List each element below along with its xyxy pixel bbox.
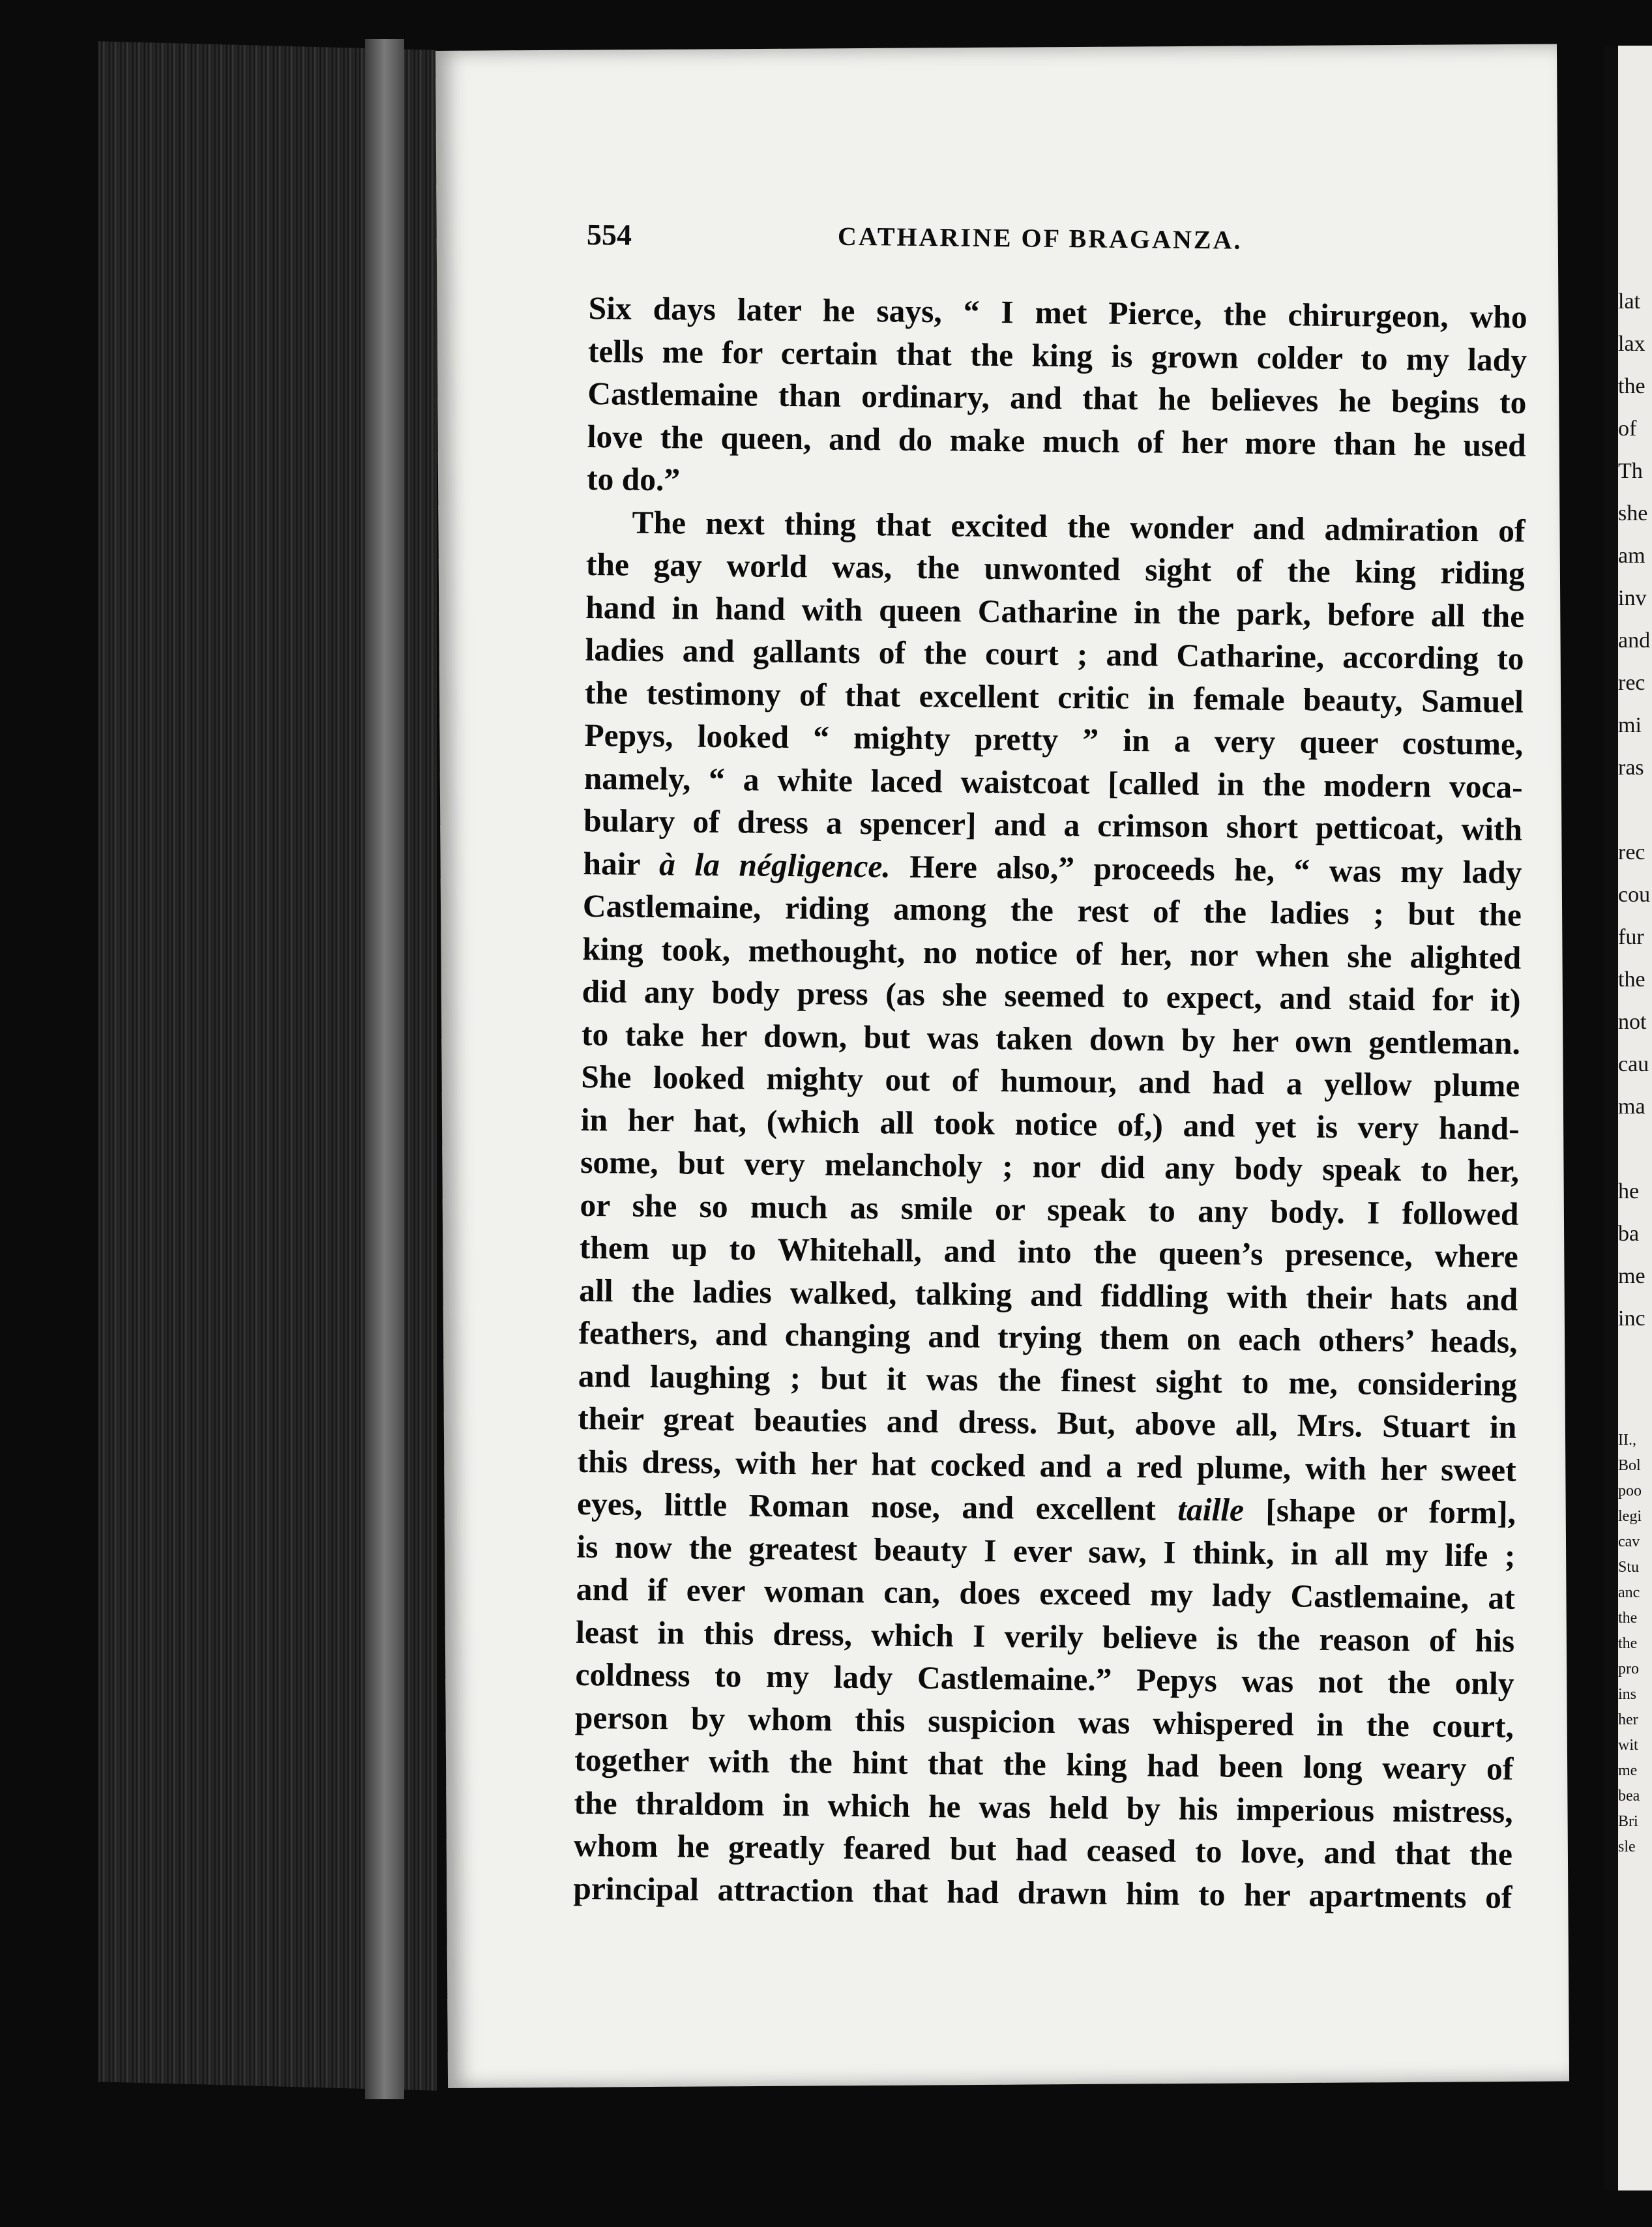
text-fragment: eyes, little Roman nose, and excellent xyxy=(576,1485,1178,1527)
facing-page-text xyxy=(1618,280,1652,1340)
text-line: did any body press (as she seemed to expect, and staid for it) xyxy=(582,973,1521,1018)
text-line: hand in hand with queen Catharine in the park, before all the xyxy=(585,589,1525,634)
facing-note-fragment: me xyxy=(1618,1762,1638,1779)
text-line: is now the greatest beauty I ever saw, I think, in all my life ; xyxy=(576,1528,1516,1574)
text-line: king took, methought, no notice of her, nor when she alighted xyxy=(582,930,1522,976)
body-text xyxy=(573,287,1527,1919)
text-line: the testimony of that excellent critic in female beauty, Samuel xyxy=(584,674,1524,720)
text-line: their great beauties and dress. But, above all, Mrs. Stuart in xyxy=(578,1400,1517,1445)
text-line: and laughing ; but it was the finest sight to me, considering xyxy=(578,1357,1518,1403)
facing-note-fragment: sle xyxy=(1618,1838,1636,1855)
text-line: to take her down, but was taken down by her own gentleman. xyxy=(581,1016,1521,1061)
facing-page-fragment: inc xyxy=(1618,1306,1645,1331)
text-line: Pepys, looked “ mighty pretty ” in a very queer costume, xyxy=(584,716,1524,762)
text-line: Castlemaine than ordinary, and that he believes he begins to xyxy=(587,375,1527,420)
facing-note-fragment: bea xyxy=(1618,1788,1640,1805)
facing-page-fragment: she xyxy=(1618,501,1648,525)
text-line: coldness to my lady Castlemaine.” Pepys was not the only xyxy=(575,1656,1514,1702)
text-line: them up to Whitehall, and into the queen’s presence, where xyxy=(579,1229,1519,1275)
facing-page-fragment: am xyxy=(1618,544,1645,568)
text-line: or she so much as smile or speak to any body. I followed xyxy=(580,1187,1519,1232)
text-line: person by whom this suspicion was whispered in the court, xyxy=(574,1699,1514,1745)
text-line: The next thing that excited the wonder and admiration of xyxy=(632,504,1526,549)
page-number: 554 xyxy=(586,218,632,252)
facing-note-fragment: poo xyxy=(1618,1482,1642,1499)
text-line: Six days later he says, “ I met Pierce, the chirurgeon, who xyxy=(588,289,1527,335)
text-line: feathers, and changing and trying them on each others’ heads, xyxy=(578,1314,1518,1360)
facing-page-fragment: the xyxy=(1618,967,1645,992)
facing-page-fragment: me xyxy=(1618,1264,1645,1288)
running-head: CATHARINE OF BRAGANZA. xyxy=(837,221,1243,255)
facing-note-fragment: ins xyxy=(1618,1686,1637,1703)
facing-page-fragment: not xyxy=(1618,1010,1647,1034)
text-line: to do.” xyxy=(586,460,681,498)
facing-note-fragment: Bol xyxy=(1618,1457,1641,1474)
facing-page-fragment: the xyxy=(1618,374,1645,398)
facing-note-fragment: her xyxy=(1618,1711,1638,1728)
facing-note-fragment: anc xyxy=(1618,1584,1640,1601)
text-line: and if ever woman can, does exceed my lady Castlemaine, at xyxy=(576,1571,1516,1616)
facing-page-fragment: of xyxy=(1618,417,1637,441)
facing-page-fragment: lat xyxy=(1618,289,1640,314)
facing-page-fragment: fur xyxy=(1618,925,1644,949)
facing-page-fragment: mi xyxy=(1618,713,1642,737)
facing-note-fragment: Bri xyxy=(1618,1813,1638,1830)
facing-page-fragment: lax xyxy=(1618,332,1645,356)
facing-page-fragment: ba xyxy=(1618,1222,1640,1246)
italic-word: taille xyxy=(1177,1491,1245,1528)
text-line: together with the hint that the king had been long weary of xyxy=(574,1741,1514,1787)
text-line: least in this dress, which I verily believe is the reason of his xyxy=(575,1614,1515,1659)
text-line: love the queen, and do make much of her more than he used xyxy=(587,418,1526,464)
facing-note-fragment: wit xyxy=(1618,1737,1638,1754)
facing-page-fragment: cou xyxy=(1618,883,1651,907)
facing-note-fragment: II., xyxy=(1618,1432,1636,1449)
facing-note-fragment: Stu xyxy=(1618,1559,1640,1576)
text-line: the gay world was, the unwonted sight of the king riding xyxy=(585,546,1526,591)
text-line: some, but very melancholy ; nor did any body speak to her, xyxy=(580,1143,1520,1189)
facing-page-fragment: cau xyxy=(1618,1052,1649,1076)
italic-phrase: à la négligence. xyxy=(658,846,891,884)
facing-note-fragment: pro xyxy=(1618,1660,1639,1677)
text-line: principal attraction that had drawn him to her apartments of xyxy=(573,1870,1512,1915)
text-line: ladies and gallants of the court ; and Catharine, according to xyxy=(585,631,1524,677)
text-line: namely, “ a white laced waistcoat [called in the modern voca- xyxy=(583,760,1523,805)
facing-page-footnote xyxy=(1618,1428,1652,1860)
facing-note-fragment: legi xyxy=(1618,1508,1642,1525)
facing-page-fragment: he xyxy=(1618,1179,1640,1203)
facing-page-fragment xyxy=(1618,789,1652,831)
facing-page-fragment: ma xyxy=(1618,1095,1645,1119)
facing-note-fragment: cav xyxy=(1618,1533,1640,1550)
facing-note-fragment: the xyxy=(1618,1610,1638,1627)
facing-page-fragment xyxy=(1618,1128,1652,1170)
text-fragment: hair xyxy=(583,845,660,882)
text-fragment: Here also,” proceeds he, “ was my lady xyxy=(890,848,1522,891)
text-line: Castlemaine, riding among the rest of the ladies ; but the xyxy=(582,887,1522,933)
facing-note-fragment: the xyxy=(1618,1635,1638,1652)
text-line: bulary of dress a spencer] and a crimson short petticoat, with xyxy=(583,802,1523,848)
facing-page-fragment: ras xyxy=(1618,756,1644,780)
facing-page-fragment: inv xyxy=(1618,586,1647,610)
facing-page-fragment: rec xyxy=(1618,840,1645,864)
facing-page-fragment: and xyxy=(1618,628,1651,653)
text-line: in her hat, (which all took notice of,) and yet is very hand- xyxy=(580,1101,1520,1147)
text-line: this dress, with her hat cocked and a red plume, with her sweet xyxy=(577,1443,1516,1488)
facing-page-fragment: Th xyxy=(1618,459,1643,483)
page-edge-highlight xyxy=(365,39,404,2099)
text-line: tells me for certain that the king is grown colder to my lady xyxy=(587,332,1527,378)
text-line: all the ladies walked, talking and fiddling with their hats and xyxy=(578,1272,1518,1318)
text-line: the thraldom in which he was held by his imperious mistress, xyxy=(574,1784,1513,1830)
text-line: She looked mighty out of humour, and had a yellow plume xyxy=(581,1058,1520,1104)
text-fragment: [shape or form], xyxy=(1243,1492,1516,1531)
facing-page-fragment: rec xyxy=(1618,671,1645,695)
text-line: whom he greatly feared but had ceased to love, and that the xyxy=(573,1827,1513,1872)
